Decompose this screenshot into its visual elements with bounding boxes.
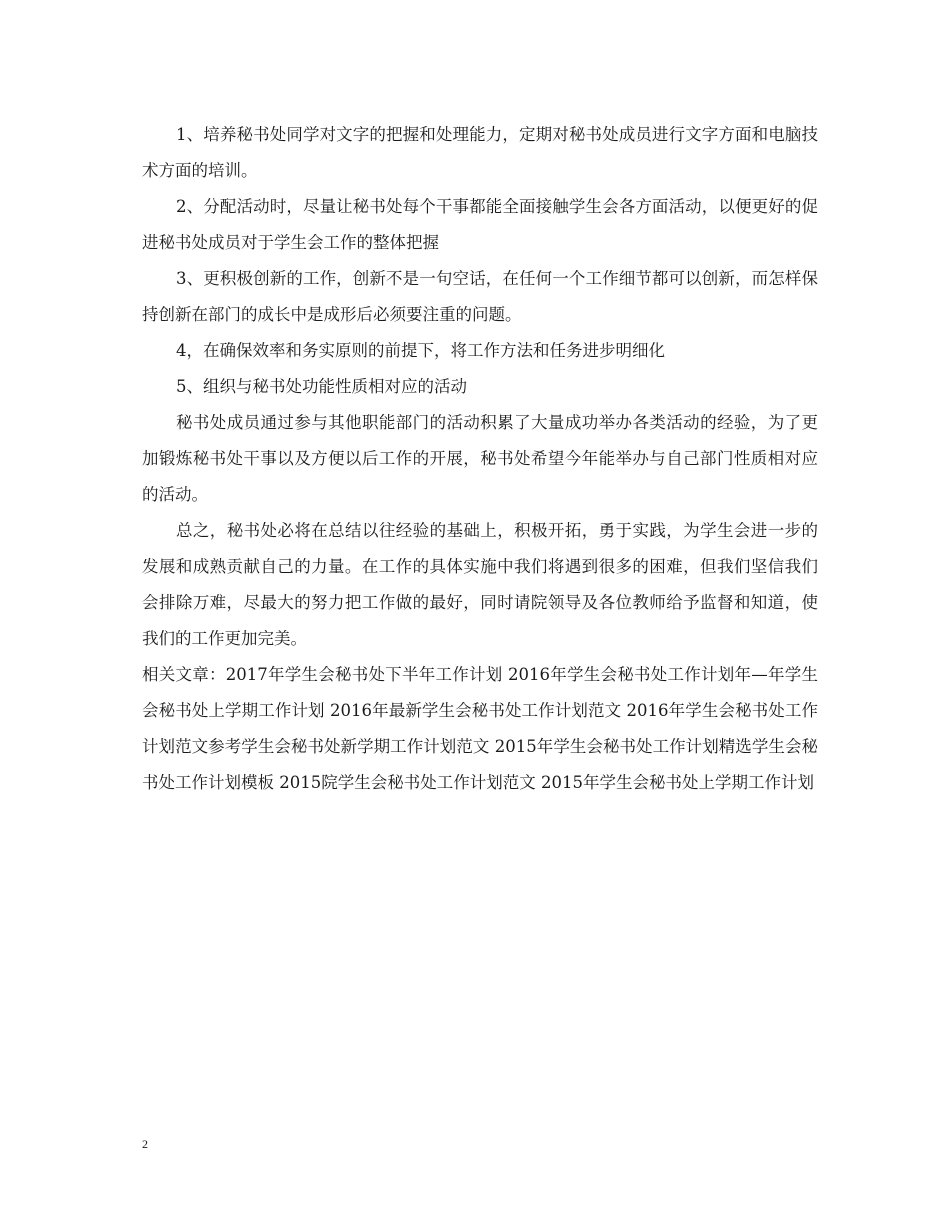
page-number: 2 [142,1137,148,1151]
paragraph-conclusion: 总之，秘书处必将在总结以往经验的基础上，积极开拓，勇于实践，为学生会进一步的发展和成熟贡献自己的力量。在工作的具体实施中我们将遇到很多的困难，但我们坚信我们会排除万难，尽最大的努力把工作做的最好，同时请院领导及各位教师给予监督和知道，使我们的工作更加完美。 [142,521,818,648]
paragraph-item-3: 3、更积极创新的工作，创新不是一句空话，在任何一个工作细节都可以创新，而怎样保持创新在部门的成长中是成形后必须要注重的问题。 [142,269,818,324]
paragraph-item-2: 2、分配活动时，尽量让秘书处每个干事都能全面接触学生会各方面活动，以便更好的促进秘书处成员对于学生会工作的整体把握 [142,197,818,252]
paragraph-item-4: 4，在确保效率和务实原则的前提下，将工作方法和任务进步明细化 [176,341,665,360]
paragraph-activity-description: 秘书处成员通过参与其他职能部门的活动积累了大量成功举办各类活动的经验，为了更加锻炼秘书处干事以及方便以后工作的开展，秘书处希望今年能举办与自己部门性质相对应的活动。 [142,413,818,504]
paragraph-item-1: 1、培养秘书处同学对文字的把握和处理能力，定期对秘书处成员进行文字方面和电脑技术方面的培训。 [142,125,818,180]
document-body [142,117,818,801]
paragraph-item-5: 5、组织与秘书处功能性质相对应的活动 [176,377,467,396]
related-articles: 相关文章：2017年学生会秘书处下半年工作计划 2016年学生会秘书处工作计划年—年学生会秘书处上学期工作计划 2016年最新学生会秘书处工作计划范文 2016年学生会秘书处工作计划范文参考学生会秘书处新学期工作计划范文 2015年学生会秘书处工作计划精选学生会秘书处工作计划模板 2015院学生会秘书处工作计划范文 2015年学生会秘书处上学期工作计划 [142,665,818,792]
